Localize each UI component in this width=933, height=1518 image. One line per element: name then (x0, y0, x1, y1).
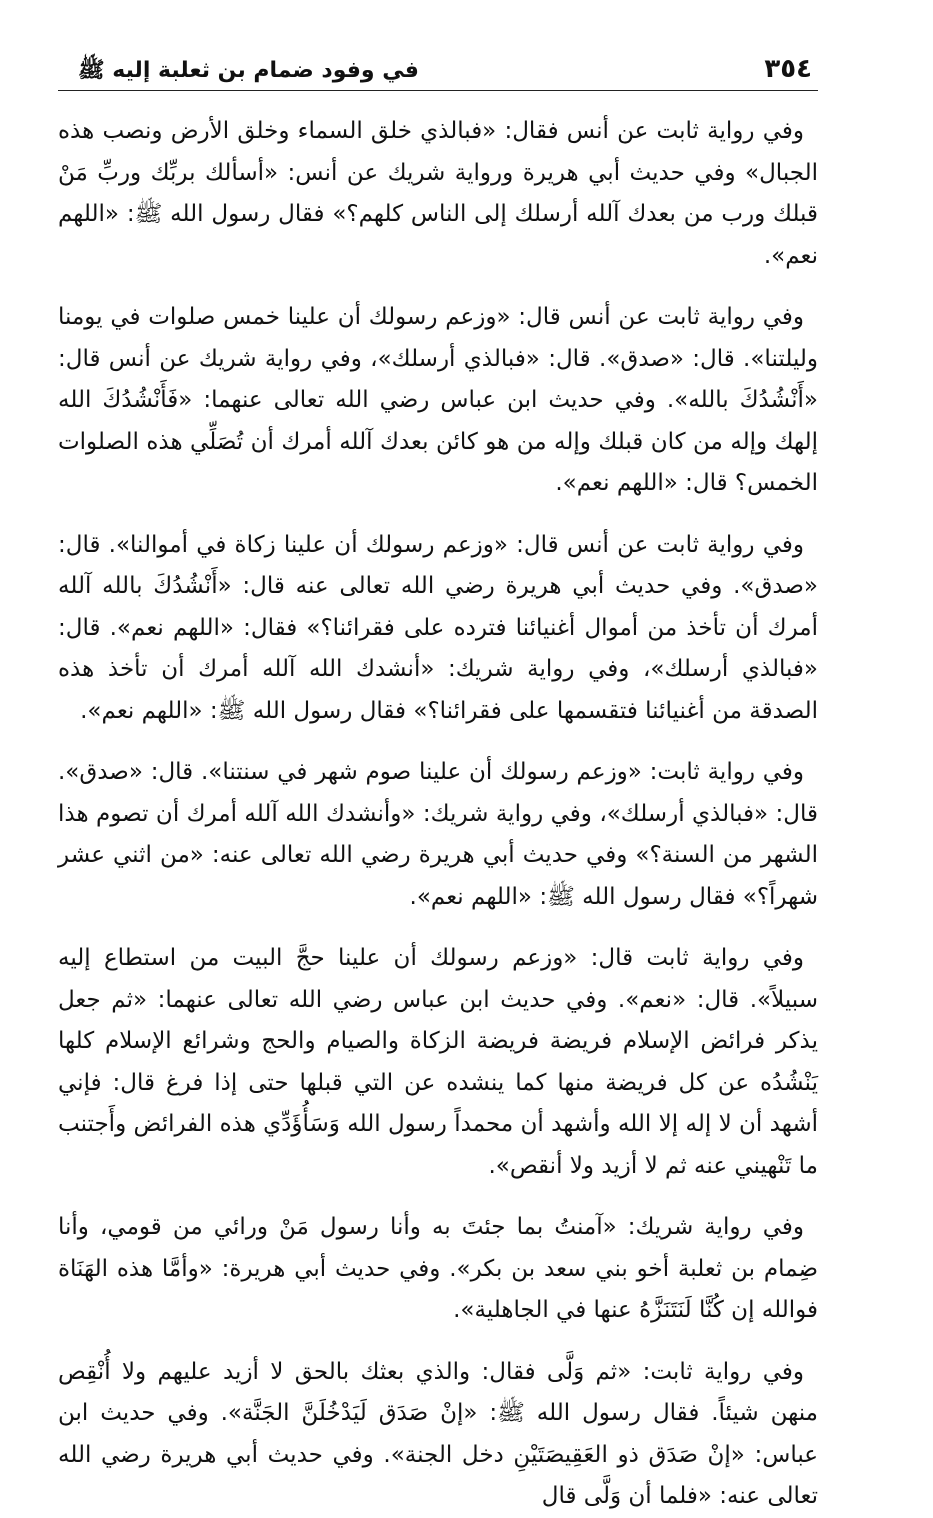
page-header (58, 40, 818, 91)
paragraph: وفي رواية ثابت عن أنس قال: «وزعم رسولك أن علينا خمس صلوات في يومنا وليلتنا». قال: «صدق». قال: «فبالذي أرسلك»، وفي رواية شريك عن أنس قال: «أَنْشُدُكَ بالله». وفي حديث ابن عباس رضي الله تعالى عنهما: «فَأَنْشُدُكَ الله إلهك وإله من كان قبلك وإله من هو كائن بعدك آلله أمرك أن تُصَلِّي هذه الصلوات الخمس؟ قال: «اللهم نعم». (58, 304, 818, 496)
page-number: ٣٥٤ (764, 54, 812, 84)
paragraph: وفي رواية ثابت: «ثم وَلَّى فقال: والذي بعثك بالحق لا أزيد عليهم ولا أُنْقِص منهن شيئاً. فقال رسول الله ﷺ: «إنْ صَدَق لَيَدْخُلَنَّ الجَنَّة». وفي حديث ابن عباس: «إنْ صَدَق ذو العَقِيصَتَيْنِ دخل الجنة». وفي حديث أبي هريرة رضي الله تعالى عنه: «فلما أن وَلَّى قال (58, 1358, 818, 1509)
running-title: في وفود ضمام بن ثعلبة إليه ﷺ (78, 58, 419, 83)
paragraph: وفي رواية ثابت عن أنس قال: «وزعم رسولك أن علينا زكاة في أموالنا». قال: «صدق». وفي حديث أبي هريرة رضي الله تعالى عنه قال: «أَنْشُدُكَ بالله آلله أمرك أن تأخذ من أموال أغنيائنا فترده على فقرائنا؟» فقال: «اللهم نعم». قال: «فبالذي أرسلك»، وفي رواية شريك: «أنشدك الله آلله أمرك أن تأخذ هذه الصدقة من أغنيائنا فتقسمها على فقرائنا؟» فقال رسول الله ﷺ: «اللهم نعم». (58, 531, 818, 724)
body-text (58, 111, 818, 1518)
paragraph: وفي رواية ثابت عن أنس فقال: «فبالذي خلق السماء وخلق الأرض ونصب هذه الجبال» وفي حديث أبي هريرة ورواية شريك عن أنس: «أسألك بربِّك وربِّ مَنْ قبلك ورب من بعدك آلله أرسلك إلى الناس كلهم؟» فقال رسول الله ﷺ: «اللهم نعم». (58, 118, 818, 269)
paragraph: وفي رواية ثابت قال: «وزعم رسولك أن علينا حجَّ البيت من استطاع إليه سبيلاً». قال: «نعم». وفي حديث ابن عباس رضي الله تعالى عنهما: «ثم جعل يذكر فرائض الإسلام فريضة فريضة الزكاة والصيام والحج وشرائع الإسلام كلها يَنْشُدُه عن كل فريضة منها كما ينشده عن التي قبلها حتى إذا فرغ قال: فإني أشهد أن لا إله إلا الله وأشهد أن محمداً رسول الله وَسَأُؤَدِّي هذه الفرائض وأَجتنب ما تَنْهيني عنه ثم لا أزيد ولا أنقص». (58, 945, 818, 1179)
paragraph: وفي رواية شريك: «آمنتُ بما جئتَ به وأنا رسول مَنْ ورائي من قومي، وأنا ضِمام بن ثعلبة أخو بني سعد بن بكر». وفي حديث أبي هريرة: «وأمَّا هذه الهَنَاة فوالله إن كُنَّا لَنَتَنَزَّهُ عنها في الجاهلية». (58, 1214, 818, 1323)
book-page (58, 40, 818, 1509)
paragraph: وفي رواية ثابت: «وزعم رسولك أن علينا صوم شهر في سنتنا». قال: «صدق». قال: «فبالذي أرسلك»، وفي رواية شريك: «وأنشدك الله آلله أمرك أن تصوم هذا الشهر من السنة؟» وفي حديث أبي هريرة رضي الله تعالى عنه: «من اثني عشر شهراً؟» فقال رسول الله ﷺ: «اللهم نعم». (58, 759, 818, 910)
